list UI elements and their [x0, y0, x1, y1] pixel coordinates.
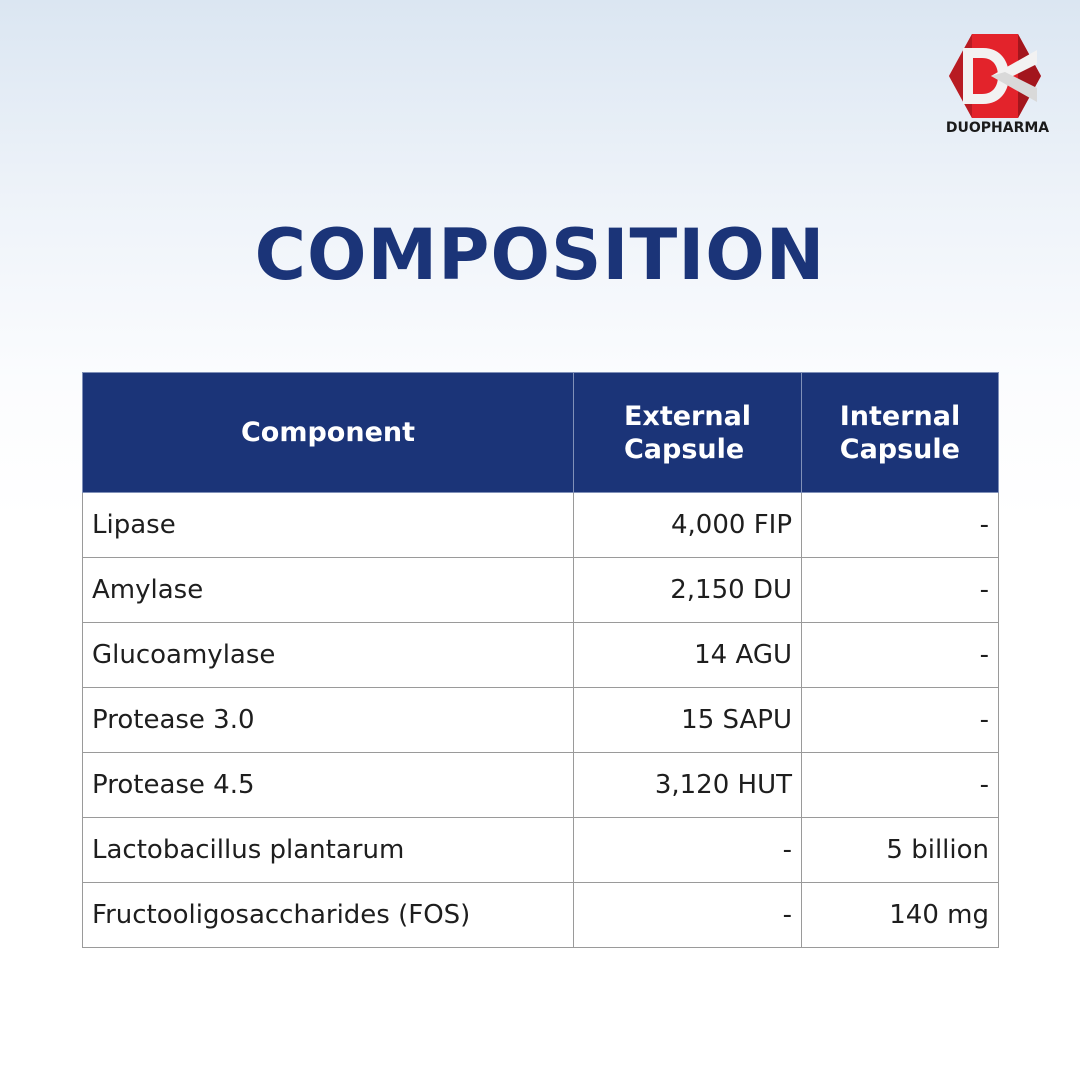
- header-external-capsule: [574, 373, 802, 493]
- header-internal-line2: Capsule: [839, 433, 960, 465]
- header-external-line1: External: [623, 400, 752, 432]
- internal-capsule-cell: -: [802, 688, 999, 753]
- table-header-row: [83, 373, 999, 493]
- composition-table: [82, 372, 999, 948]
- external-capsule-cell: -: [574, 883, 802, 948]
- component-cell: Protease 4.5: [83, 753, 574, 818]
- component-cell: Protease 3.0: [83, 688, 574, 753]
- header-component-label: Component: [240, 417, 416, 448]
- external-capsule-cell: 2,150 DU: [574, 558, 802, 623]
- component-cell: Fructooligosaccharides (FOS): [83, 883, 574, 948]
- header-internal-capsule: [802, 373, 999, 493]
- component-cell: Lipase: [83, 493, 574, 558]
- duopharma-logo: [940, 34, 1055, 138]
- external-capsule-cell: 14 AGU: [574, 623, 802, 688]
- component-cell: Amylase: [83, 558, 574, 623]
- duopharma-logo-icon: [949, 34, 1041, 118]
- external-capsule-cell: 15 SAPU: [574, 688, 802, 753]
- table-row: [83, 493, 999, 558]
- brand-name: DUOPHARMA: [945, 120, 1050, 136]
- table-row: [83, 883, 999, 948]
- internal-capsule-cell: -: [802, 493, 999, 558]
- internal-capsule-cell: -: [802, 558, 999, 623]
- header-internal-line1: Internal: [839, 400, 961, 432]
- table-row: [83, 688, 999, 753]
- table-row: [83, 558, 999, 623]
- header-external-line2: Capsule: [623, 433, 745, 465]
- page-title: COMPOSITION: [254, 214, 826, 296]
- external-capsule-cell: 3,120 HUT: [574, 753, 802, 818]
- header-component: [83, 373, 574, 493]
- component-cell: Glucoamylase: [83, 623, 574, 688]
- component-cell: Lactobacillus plantarum: [83, 818, 574, 883]
- external-capsule-cell: -: [574, 818, 802, 883]
- internal-capsule-cell: -: [802, 623, 999, 688]
- internal-capsule-cell: 140 mg: [802, 883, 999, 948]
- table-row: [83, 623, 999, 688]
- table-row: [83, 818, 999, 883]
- table-row: [83, 753, 999, 818]
- internal-capsule-cell: 5 billion: [802, 818, 999, 883]
- external-capsule-cell: 4,000 FIP: [574, 493, 802, 558]
- internal-capsule-cell: -: [802, 753, 999, 818]
